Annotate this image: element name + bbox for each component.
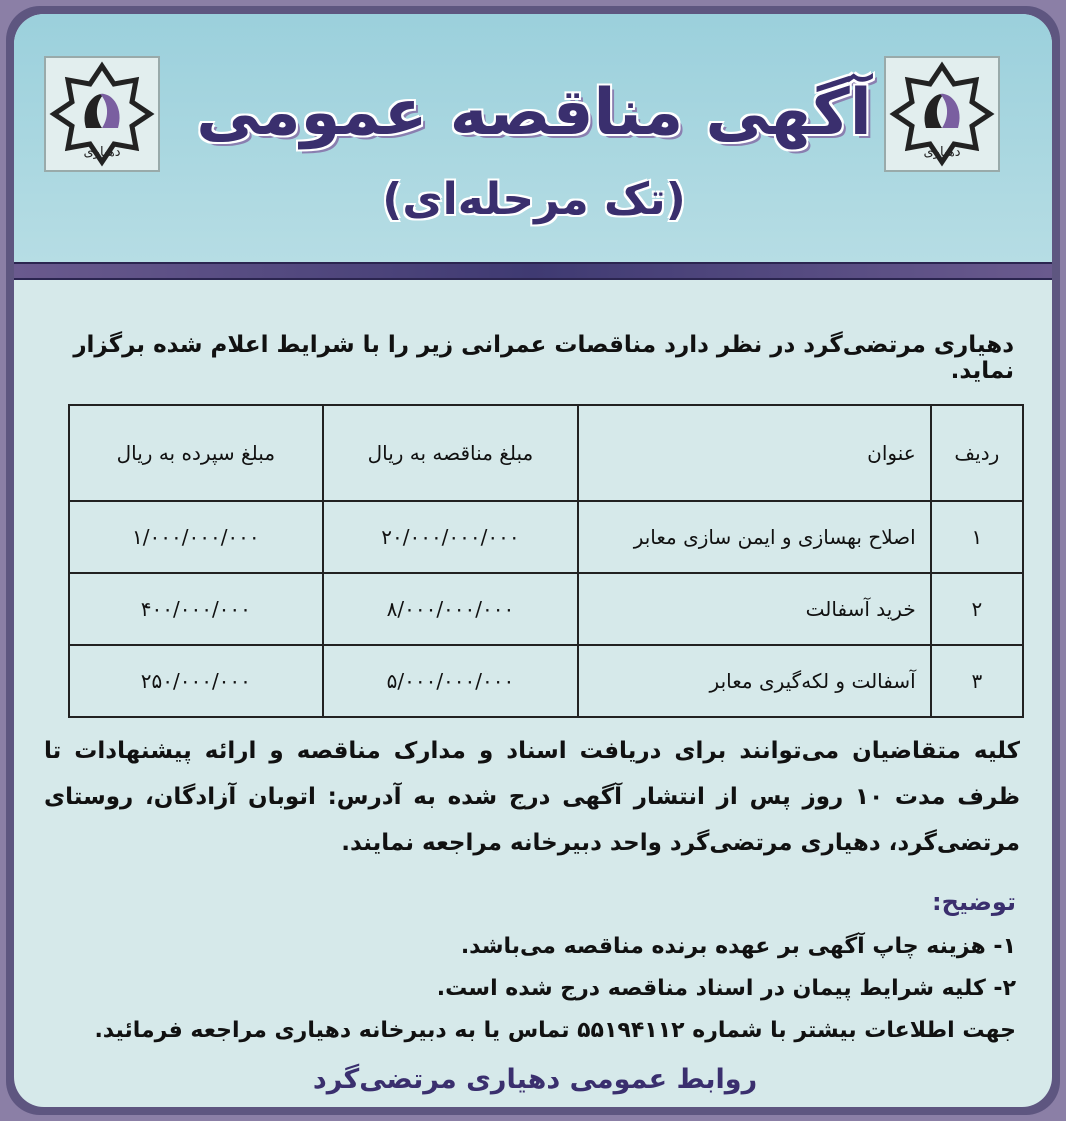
dehyari-logo-right	[884, 56, 1000, 172]
row-tender-amount: ۲۰/۰۰۰/۰۰۰/۰۰۰	[323, 501, 579, 573]
table-header-row	[69, 405, 1023, 501]
header-row-number: ردیف	[931, 405, 1023, 501]
row-tender-amount: ۵/۰۰۰/۰۰۰/۰۰۰	[323, 645, 579, 717]
note-item: ۲- کلیه شرایط پیمان در اسناد مناقصه درج شده است.	[436, 976, 1016, 1001]
note-item: ۱- هزینه چاپ آگهی بر عهده برنده مناقصه می‌باشد.	[460, 934, 1016, 959]
table-row	[69, 645, 1023, 717]
intro-text: دهیاری مرتضی‌گرد در نظر دارد مناقصات عمرانی زیر را با شرایط اعلام شده برگزار نماید.	[73, 332, 1014, 384]
row-deposit-amount: ۱/۰۰۰/۰۰۰/۰۰۰	[69, 501, 323, 573]
row-number: ۱	[931, 501, 1023, 573]
tender-table	[68, 404, 1024, 718]
header-band	[14, 14, 1052, 262]
table-row	[69, 501, 1023, 573]
row-title: آسفالت و لکه‌گیری معابر	[578, 645, 931, 717]
header-title: عنوان	[578, 405, 931, 501]
row-deposit-amount: ۲۵۰/۰۰۰/۰۰۰	[69, 645, 323, 717]
dehyari-logo-left	[44, 56, 160, 172]
signature: روابط عمومی دهیاری مرتضی‌گرد	[312, 1064, 758, 1095]
row-number: ۳	[931, 645, 1023, 717]
notice-paper	[14, 14, 1052, 1107]
row-title: خرید آسفالت	[578, 573, 931, 645]
header-divider	[14, 262, 1052, 280]
body-paragraph: کلیه متقاضیان می‌توانند برای دریافت اسناد و مدارک مناقصه و ارائه پیشنهادات تا ظرف مدت ۱۰ روز پس از انتشار آگهی درج شده به آدرس: اتوبان آزادگان، روستای مرتضی‌گرد، دهیاری مرتضی‌گرد واحد دبیرخانه مراجعه نمایند.	[44, 738, 1020, 856]
row-title: اصلاح بهسازی و ایمن سازی معابر	[578, 501, 931, 573]
row-deposit-amount: ۴۰۰/۰۰۰/۰۰۰	[69, 573, 323, 645]
notice-title: آگهی مناقصه عمومی	[196, 76, 872, 150]
row-number: ۲	[931, 573, 1023, 645]
logo-caption: دهیاری	[83, 145, 121, 160]
logo-caption: دهیاری	[923, 145, 961, 160]
row-tender-amount: ۸/۰۰۰/۰۰۰/۰۰۰	[323, 573, 579, 645]
header-deposit-amount: مبلغ سپرده به ریال	[69, 405, 323, 501]
table-row	[69, 573, 1023, 645]
contact-info: جهت اطلاعات بیشتر با شماره ۵۵۱۹۴۱۱۲ تماس یا به دبیرخانه دهیاری مراجعه فرمائید.	[94, 1018, 1016, 1043]
notes-title: توضیح:	[932, 888, 1016, 916]
header-tender-amount: مبلغ مناقصه به ریال	[323, 405, 579, 501]
notice-subtitle: (تک مرحله‌ای)	[382, 174, 686, 225]
